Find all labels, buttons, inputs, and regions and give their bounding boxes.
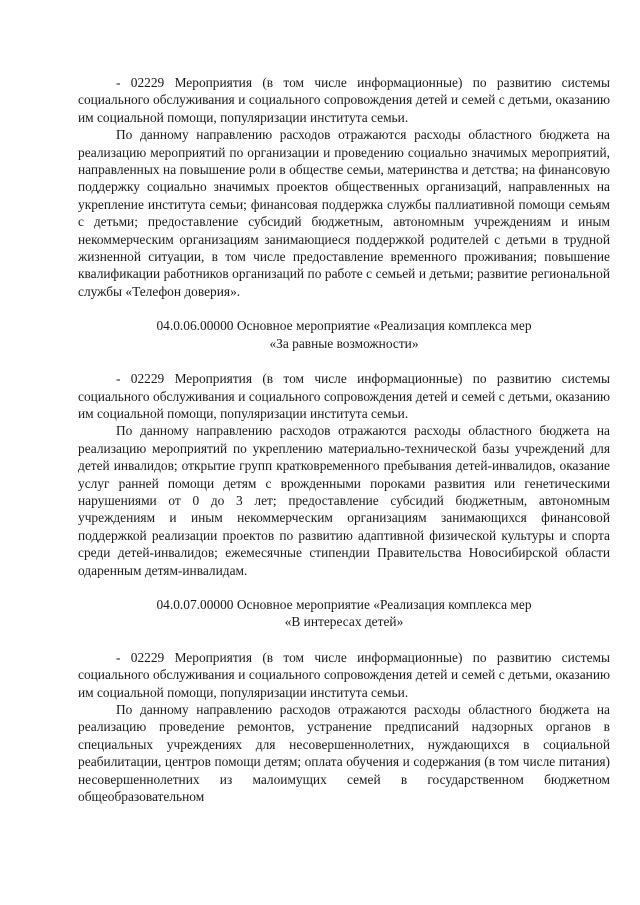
section-heading-line1: 04.0.06.00000 Основное мероприятие «Реализация комплекса мер <box>156 318 532 334</box>
expense-description-paragraph: По данному направлению расходов отражаются расходы областного бюджета на реализацию проведение ремонтов, устранение предписаний надзорных органов в специальных учреждениях для несовершеннолетних, нуждающихся в социальной реабилитации, центров помощи детям; оплата обучения и содержания (в том числе питания) несовершеннолетних из малоимущих семей в государственном бюджетном общеобразовательном <box>78 702 610 805</box>
section-heading-line2: «В интересах детей» <box>284 614 404 630</box>
expense-item-paragraph: - 02229 Мероприятия (в том числе информационные) по развитию системы социального обслуживания и социального сопровождения детей и семей с детьми, оказанию им социальной помощи, популяризации института семьи. <box>78 75 610 125</box>
expense-description-paragraph: По данному направлению расходов отражаются расходы областного бюджета на реализацию мероприятий по организации и проведению социально значимых мероприятий, направленных на повышение роли в обществе семьи, материнства и детства; на финансовую поддержку социально значимых проектов общественных организаций, направленных на укрепление института семьи; финансовая поддержка службы паллиативной помощи семьям с детьми; предоставление субсидий бюджетным, автономным учреждениям и иным некоммерческим организациям занимающиеся поддержкой родителей с детьми в трудной жизненной ситуации, в том числе предоставление временного проживания; повышение квалификации работников организаций по работе с семьей и детьми; развитие региональной службы «Телефон доверия». <box>78 127 610 299</box>
expense-item-paragraph: - 02229 Мероприятия (в том числе информационные) по развитию системы социального обслуживания и социального сопровождения детей и семей с детьми, оказанию им социальной помощи, популяризации института семьи. <box>78 371 610 421</box>
expense-item-paragraph: - 02229 Мероприятия (в том числе информационные) по развитию системы социального обслуживания и социального сопровождения детей и семей с детьми, оказанию им социальной помощи, популяризации института семьи. <box>78 649 610 700</box>
expense-description-paragraph: По данному направлению расходов отражаются расходы областного бюджета на реализацию мероприятий по укреплению материально-технической базы учреждений для детей инвалидов; открытие групп кратковременного пребывания детей-инвалидов, оказание услуг ранней помощи детям с врожденными пороками развития или генетическими нарушениями от 0 до 3 лет; предоставление субсидий бюджетным, автономным учреждениям и иным некоммерческим организациям занимающихся финансовой поддержкой реализации проектов по развитию адаптивной физической культуры и спорта среди детей-инвалидов; ежемесячные стипендии Правительства Новосибирской области одаренным детям-инвалидам. <box>78 423 610 578</box>
section-heading-line1: 04.0.07.00000 Основное мероприятие «Реализация комплекса мер <box>156 596 532 612</box>
section-heading-line2: «За равные возможности» <box>269 335 419 351</box>
